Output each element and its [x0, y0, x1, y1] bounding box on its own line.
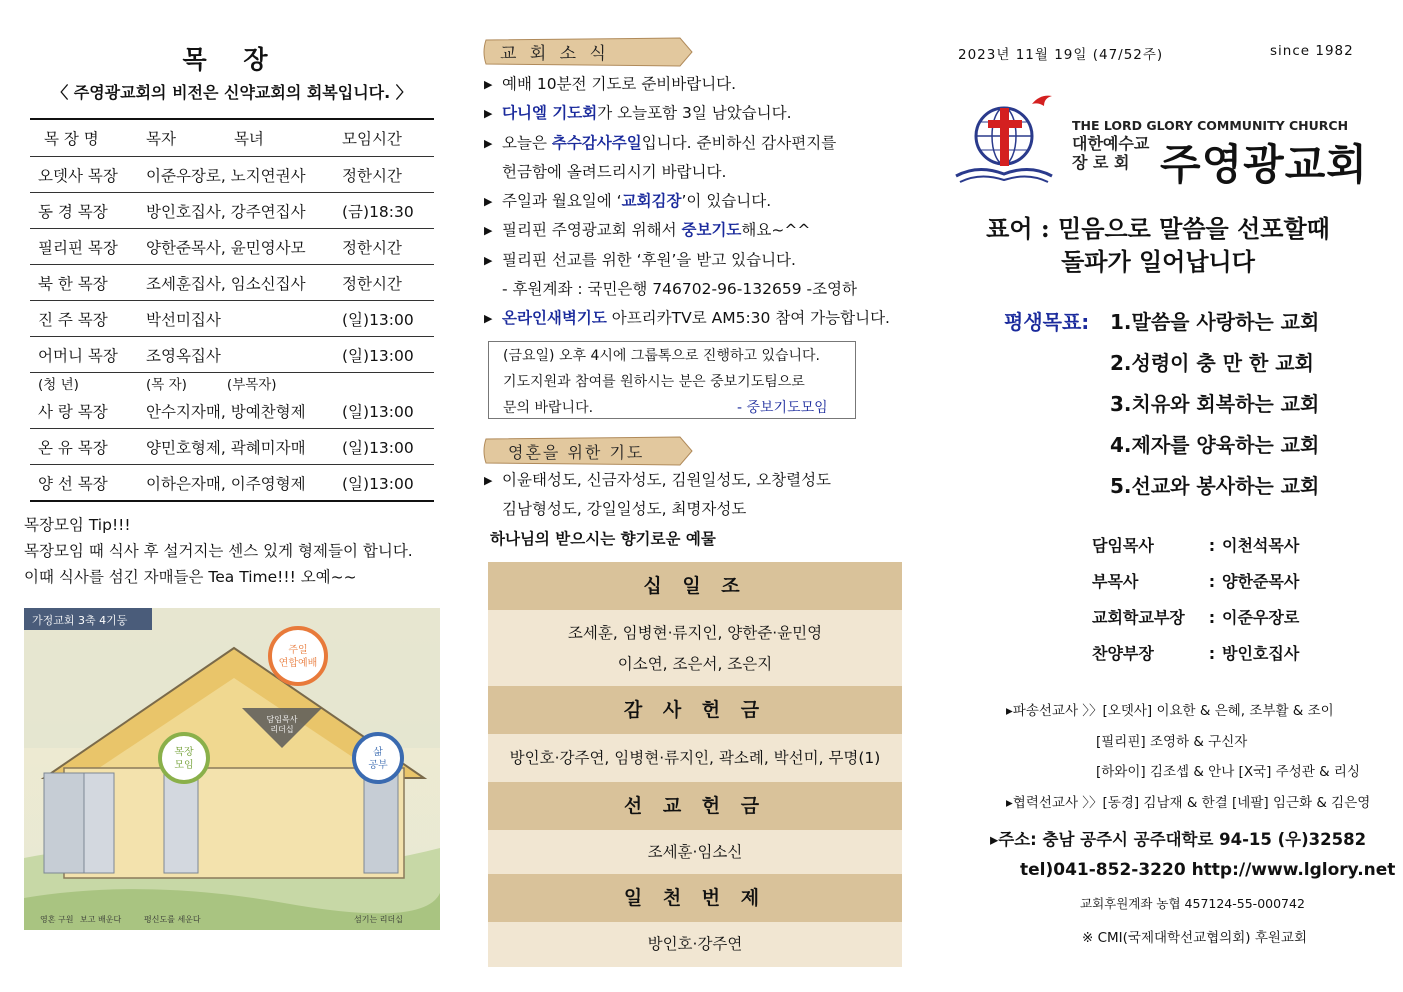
diagram-tag: 가정교회 3축 4기둥: [32, 614, 128, 627]
circle-life-study: [354, 734, 402, 782]
news-item: ▶ 다니엘 기도회가 오늘포함 3일 남았습니다.: [482, 99, 902, 128]
bulletin-date: 2023년 11월 19일 (47/52주): [958, 47, 1164, 63]
mokjang-tip: [24, 512, 413, 590]
triangle-bullet-icon: ▶: [484, 195, 493, 209]
staff-role: 부목사: [1092, 572, 1139, 591]
mokjang-leaders: 이준우장로, 노지연권사: [146, 157, 342, 193]
circle-mokjang-label-1: 목장: [174, 747, 194, 758]
staff-row: 찬양부장 : 방인호집사: [1092, 636, 1332, 672]
circle-sunday-label-1: 주일: [288, 645, 308, 656]
denomination-line: 대한예수교: [1072, 134, 1150, 153]
soul-line: ▶ 이윤태성도, 신금자성도, 김원일성도, 오창렬성도: [482, 466, 902, 495]
mokjang-time: 정한시간: [342, 265, 434, 301]
pillar-right: [364, 773, 398, 873]
church-logo-icon: [948, 90, 1060, 190]
since-year: since 1982: [1270, 43, 1354, 59]
mokjang-name: 온 유 목장: [30, 429, 146, 465]
circle-mokjang-label-2: 모임: [174, 760, 194, 771]
motto: [930, 212, 1386, 278]
news-item-cont: 헌금함에 올려드리시기 바랍니다.: [502, 162, 727, 181]
mokjang-time: (일)13:00: [342, 337, 434, 373]
table-header-row: [30, 119, 434, 157]
motto-line: 표어 : 믿음으로 말씀을 선포할때: [986, 214, 1330, 243]
missionary-line: ▸파송선교사 〉〉[오뎃사] 이요한 & 은혜, 조부활 & 조이: [1006, 703, 1334, 719]
soul-banner: [482, 435, 694, 467]
box-sign: - 중보기도모임: [737, 400, 828, 416]
youth-header-bc: (목 자) (부목자): [146, 377, 277, 393]
youth-header-a: (청 년): [38, 377, 79, 393]
offering-body: [488, 610, 902, 686]
mokjang-time: (금)18:30: [342, 193, 434, 229]
denomination-line: 장 로 회: [1072, 153, 1130, 172]
mokjang-time: (일)13:00: [342, 429, 434, 465]
staff-name: 양한준목사: [1222, 572, 1300, 591]
church-name: 주영광교회: [1160, 140, 1368, 189]
news-item: ▶ 필리핀 선교를 위한 ‘후원’을 받고 있습니다.: [482, 246, 902, 275]
cmi-note: ※ CMI(국제대학선교협의회) 후원교회: [1082, 930, 1308, 946]
mokjang-time: 정한시간: [342, 157, 434, 193]
church-news: [482, 70, 902, 334]
intercession-box: [488, 341, 856, 419]
tip-line: 이때 식사를 섬긴 자매들은 Tea Time!!! 오예~~: [24, 568, 357, 586]
mokjang-leaders: 이하은자매, 이주영형제: [146, 465, 342, 502]
staff-role: 교회학교부장: [1092, 608, 1185, 627]
soul-line: 김남형성도, 강일일성도, 최명자성도: [502, 500, 747, 519]
table-row: [30, 337, 434, 373]
church-english-name: THE LORD GLORY COMMUNITY CHURCH: [1072, 118, 1349, 133]
circle-sunday-worship: [270, 628, 326, 684]
goal-item: 4.제자를 양육하는 교회: [1110, 433, 1320, 457]
news-item-cont: - 후원계좌 : 국민은행 746702-96-132659 -조영하: [502, 280, 857, 299]
church-address: ▸주소: 충남 공주시 공주대학로 94-15 (우)32582: [990, 830, 1367, 849]
denomination: [1072, 134, 1149, 172]
missionaries: [1006, 696, 1370, 818]
mokjang-leaders: 방인호집사, 강주연집사: [146, 193, 342, 229]
header-time: 모임시간: [342, 119, 434, 157]
staff-name: 이천석목사: [1222, 536, 1300, 555]
mokjang-name: 오뎃사 목장: [30, 157, 146, 193]
staff-row: 부목사 : 양한준목사: [1092, 564, 1332, 600]
mokjang-name: 어머니 목장: [30, 337, 146, 373]
tip-title: 목장모임 Tip!!!: [24, 516, 131, 534]
staff-name: 방인호집사: [1222, 644, 1300, 663]
news-banner: [482, 36, 694, 68]
offering-header: 감 사 헌 금: [488, 686, 902, 734]
missionary-line: [필리핀] 조영하 & 구신자: [1096, 733, 1248, 750]
staff-role: 담임목사: [1092, 536, 1154, 555]
lifetime-goals-label: 평생목표:: [1004, 310, 1090, 334]
house-church-illustration: [24, 608, 440, 930]
offering-header: 선 교 헌 금: [488, 782, 902, 830]
news-banner-text: 교 회 소 식: [500, 44, 610, 64]
youth-header-empty: [342, 373, 434, 394]
soul-banner-text: 영혼을 위한 기도: [508, 443, 645, 462]
goal-item: 3.치유와 회복하는 교회: [1110, 392, 1320, 416]
offering-body: 조세훈·임소신: [488, 830, 902, 874]
offering-header: 십 일 조: [488, 562, 902, 610]
news-item: ▶ 예배 10분전 기도로 준비바랍니다.: [482, 70, 902, 99]
mokjang-time: 정한시간: [342, 229, 434, 265]
staff-list: [1092, 528, 1332, 672]
news-item: ▶ 오늘은 추수감사주일입니다. 준비하신 감사편지를: [482, 129, 902, 158]
table-row: [30, 265, 434, 301]
mokjang-leaders: 조세훈집사, 임소신집사: [146, 265, 342, 301]
mokjang-name: 진 주 목장: [30, 301, 146, 337]
news-item: ▶ 주일과 월요일에 ‘교회김장’이 있습니다.: [482, 187, 902, 216]
youth-header-row: [30, 373, 434, 394]
staff-row: 교회학교부장 : 이준우장로: [1092, 600, 1332, 636]
pillar-left-1: [44, 773, 84, 873]
staff-role: 찬양부장: [1092, 644, 1154, 663]
box-line: 문의 바랍니다. - 중보기도모임: [503, 395, 855, 421]
triangle-bullet-icon: ▶: [484, 253, 493, 267]
triangle-bullet-icon: ▶: [484, 224, 493, 238]
box-line: (금요일) 오후 4시에 그룹톡으로 진행하고 있습니다.: [503, 348, 821, 364]
pillar-center: [164, 773, 198, 873]
table-row: [30, 429, 434, 465]
mokjang-name: 북 한 목장: [30, 265, 146, 301]
center-label-2: 리더십: [270, 725, 294, 734]
header-mokjang-name: 목 장 명: [30, 119, 146, 157]
offerings: [488, 562, 902, 967]
mokjang-leaders: 조영옥집사: [146, 337, 342, 373]
mokjang-leaders: 박선미집사: [146, 301, 342, 337]
mokjang-leaders: 안수지자매, 방예찬형제: [146, 393, 342, 429]
triangle-bullet-icon: ▶: [484, 107, 493, 121]
news-item: ▶ 필리핀 주영광교회 위해서 중보기도해요~^^: [482, 216, 902, 245]
news-item: ▶ 온라인새벽기도 아프리카TV로 AM5:30 참여 가능합니다.: [482, 304, 902, 333]
circle-life-label-1: 삶: [373, 747, 383, 758]
missionary-line: [하와이] 김조셉 & 안나 [X국] 주성관 & 리싱: [1096, 764, 1360, 780]
mokjang-table: [30, 118, 434, 502]
foot-label: 보고 배운다: [80, 915, 122, 924]
table-row: [30, 301, 434, 337]
header-leaders: 목자 목녀: [146, 119, 342, 157]
mokjang-time: (일)13:00: [342, 393, 434, 429]
mokjang-time: (일)13:00: [342, 465, 434, 502]
offering-line: 이소연, 조은서, 조은지: [617, 655, 773, 673]
table-row: [30, 193, 434, 229]
foot-label: 평신도를 세운다: [144, 915, 201, 924]
triangle-bullet-icon: ▶: [484, 78, 493, 91]
mokjang-name: 사 랑 목장: [30, 393, 146, 429]
circle-mokjang: [160, 734, 208, 782]
church-contact-web[interactable]: tel)041-852-3220 http://www.lglory.net: [1020, 860, 1396, 880]
triangle-bullet-icon: ▶: [484, 312, 493, 326]
soul-prayer: [482, 466, 902, 554]
offering-line: 조세훈, 임병현·류지인, 양한준·윤민영: [567, 624, 823, 642]
lifetime-goals: [1110, 302, 1319, 507]
mokjang-name: 동 경 목장: [30, 193, 146, 229]
goal-item: 2.성령이 충 만 한 교회: [1110, 351, 1314, 375]
circle-sunday-label-2: 연합예배: [278, 658, 318, 669]
center-label-1: 담임목사: [266, 715, 298, 724]
staff-row: 담임목사 : 이천석목사: [1092, 528, 1332, 564]
mokjang-leaders: 양민호형제, 곽혜미자매: [146, 429, 342, 465]
church-vision: 〈 주영광교회의 비전은 신약교회의 회복입니다. 〉: [52, 83, 412, 102]
offering-header: 일 천 번 제: [488, 874, 902, 922]
table-row: [30, 465, 434, 502]
motto-line: 돌파가 일어납니다: [1061, 247, 1255, 276]
mokjang-leaders: 양한준목사, 윤민영사모: [146, 229, 342, 265]
table-row: [30, 393, 434, 429]
tip-line: 목장모임 때 식사 후 설거지는 센스 있게 형제들이 합니다.: [24, 542, 413, 560]
triangle-bullet-icon: ▶: [484, 474, 493, 487]
triangle-bullet-icon: ▶: [484, 136, 493, 150]
table-row: [30, 229, 434, 265]
pillar-left-2: [84, 773, 114, 873]
staff-name: 이준우장로: [1222, 608, 1300, 627]
mokjang-title: 목 장: [182, 45, 282, 74]
mokjang-name: 양 선 목장: [30, 465, 146, 502]
mokjang-time: (일)13:00: [342, 301, 434, 337]
mokjang-name: 필리핀 목장: [30, 229, 146, 265]
offering-body: 방인호·강주연: [488, 922, 902, 967]
goal-item: 5.선교와 봉사하는 교회: [1110, 474, 1320, 498]
offering-body: 방인호·강주연, 임병현·류지인, 곽소례, 박선미, 무명(1): [488, 734, 902, 782]
donation-account: 교회후원계좌 농협 457124-55-000742: [1080, 896, 1305, 911]
box-line: 기도지원과 참여를 원하시는 분은 중보기도팀으로: [503, 374, 805, 390]
soul-subtitle: 하나님의 받으시는 향기로운 예물: [490, 529, 716, 548]
house-wall: [64, 768, 404, 878]
goal-item: 1.말씀을 사랑하는 교회: [1110, 310, 1320, 334]
foot-label: 영혼 구원: [40, 915, 74, 924]
table-row: [30, 157, 434, 193]
foot-label: 섬기는 리더십: [354, 915, 403, 924]
circle-life-label-2: 공부: [368, 760, 388, 771]
missionary-line: ▸협력선교사 〉〉[동경] 김남재 & 한결 [네팔] 임근화 & 김은영: [1006, 794, 1371, 811]
